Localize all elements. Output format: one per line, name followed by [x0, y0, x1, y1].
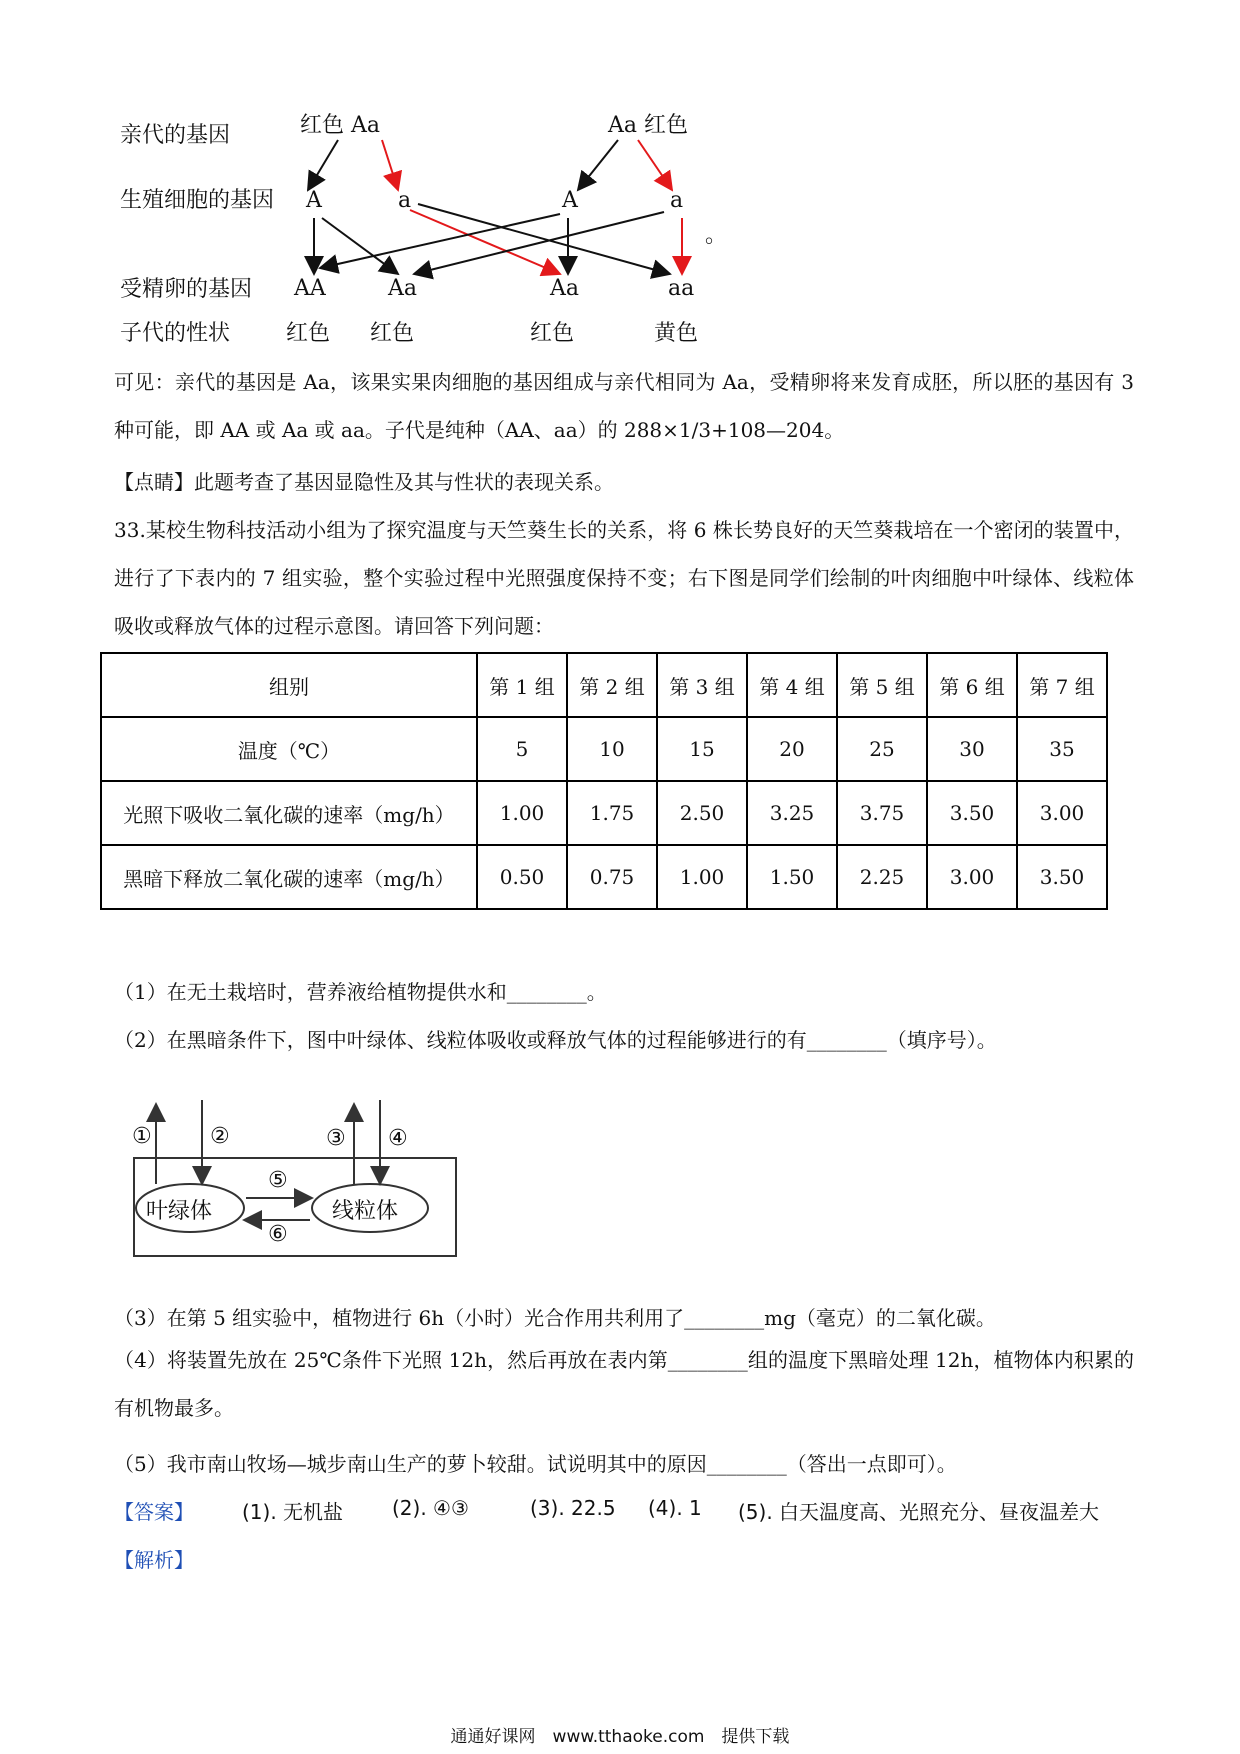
mark-6: ⑥ — [268, 1222, 288, 1247]
gamete: a — [670, 188, 684, 213]
gamete: a — [398, 188, 412, 213]
gamete: A — [306, 188, 322, 213]
analysis-tag: 【解析】 — [114, 1548, 194, 1572]
table-cell: 0.75 — [567, 845, 657, 909]
answer-item-3: (3). 22.5 — [530, 1496, 616, 1520]
gamete: A — [562, 188, 578, 213]
table-cell: 第 7 组 — [1017, 653, 1107, 717]
table-cell: 第 3 组 — [657, 653, 747, 717]
answer-item-2: (2). ④③ — [392, 1496, 469, 1520]
answer-item-4: (4). 1 — [648, 1496, 702, 1520]
question-33-stem: 33.某校生物科技活动小组为了探究温度与天竺葵生长的关系，将 6 株长势良好的天竺葵栽培在一个密闭的装置中，进行了下表内的 7 组实验，整个实验过程中光照强度保持不变；右下图是同学们绘制的叶肉细胞中叶绿体、线粒体吸收或释放气体的过程示意图。请回答下列问题： — [114, 518, 1134, 638]
zygote: Aa — [550, 276, 580, 301]
question-1: （1）在无土栽培时，营养液给植物提供水和________。 — [114, 980, 607, 1004]
table-cell: 第 2 组 — [567, 653, 657, 717]
zygote: aa — [668, 276, 695, 301]
table-cell: 第 6 组 — [927, 653, 1017, 717]
zygote: Aa — [388, 276, 418, 301]
label-parent-gene: 亲代的基因 — [120, 123, 231, 148]
table-cell: 3.50 — [927, 781, 1017, 845]
table-cell: 30 — [927, 717, 1017, 781]
table-cell: 3.00 — [927, 845, 1017, 909]
mitochondrion-label: 线粒体 — [332, 1199, 399, 1224]
genetic-cross-diagram — [0, 0, 1240, 360]
table-cell: 1.75 — [567, 781, 657, 845]
arrow-parent-right-a — [638, 140, 672, 190]
table-cell: 1.00 — [477, 781, 567, 845]
table-cell: 15 — [657, 717, 747, 781]
table-cell: 第 5 组 — [837, 653, 927, 717]
key-point: 【点睛】此题考查了基因显隐性及其与性状的表现关系。 — [114, 470, 614, 494]
conclusion-paragraph: 可见：亲代的基因是 Aa，该果实果肉细胞的基因组成与亲代相同为 Aa，受精卵将来发育成胚，所以胚的基因有 3 种可能，即 AA 或 Aa 或 aa。子代是纯种（AA、aa）的 288×1/3+108—204。 — [114, 370, 1134, 442]
gas-exchange-diagram — [130, 1086, 476, 1262]
arrow-parent-right-A — [578, 140, 618, 190]
table-cell: 第 1 组 — [477, 653, 567, 717]
table-cell: 1.00 — [657, 845, 747, 909]
zygote: AA — [294, 276, 326, 301]
table-cell: 20 — [747, 717, 837, 781]
parent-right: Aa 红色 — [608, 113, 688, 138]
table-row — [101, 845, 1107, 909]
table-cell: 光照下吸收二氧化碳的速率（mg/h） — [101, 781, 477, 845]
chloroplast-label: 叶绿体 — [146, 1199, 213, 1224]
label-zygote-gene: 受精卵的基因 — [120, 277, 253, 302]
table-cell: 35 — [1017, 717, 1107, 781]
table-row — [101, 781, 1107, 845]
table-cell: 组别 — [101, 653, 477, 717]
mark-3: ③ — [326, 1126, 346, 1151]
label-offspring-trait: 子代的性状 — [120, 321, 231, 346]
table-cell: 3.00 — [1017, 781, 1107, 845]
table-cell: 0.50 — [477, 845, 567, 909]
page-footer: 通通好课网 www.tthaoke.com 提供下载 — [450, 1727, 790, 1747]
cross-arrows — [0, 0, 1240, 360]
mark-2: ② — [210, 1124, 230, 1149]
question-3: （3）在第 5 组实验中，植物进行 6h（小时）光合作用共利用了________mg（毫克）的二氧化碳。 — [114, 1306, 996, 1330]
offspring-trait: 红色 — [286, 321, 331, 346]
table-cell: 5 — [477, 717, 567, 781]
table-header-row — [101, 653, 1107, 717]
table-cell: 3.25 — [747, 781, 837, 845]
table-cell: 1.50 — [747, 845, 837, 909]
offspring-trait: 红色 — [370, 321, 415, 346]
answer-item-5: (5). 白天温度高、光照充分、昼夜温差大 — [738, 1500, 1100, 1524]
parent-left: 红色 Aa — [300, 113, 380, 138]
mark-5: ⑤ — [268, 1168, 288, 1193]
table-cell: 温度（℃） — [101, 717, 477, 781]
table-cell: 10 — [567, 717, 657, 781]
offspring-trait: 红色 — [530, 321, 575, 346]
table-cell: 3.50 — [1017, 845, 1107, 909]
answer-item-1: (1). 无机盐 — [242, 1500, 344, 1524]
question-4: （4）将装置先放在 25℃条件下光照 12h，然后再放在表内第________组的温度下黑暗处理 12h，植物体内积累的有机物最多。 — [114, 1348, 1134, 1420]
arrow-parent-left-a — [382, 140, 398, 190]
experiment-table — [100, 652, 1108, 910]
table-cell: 黑暗下释放二氧化碳的速率（mg/h） — [101, 845, 477, 909]
trailing-period: 。 — [705, 223, 728, 248]
label-gamete-gene: 生殖细胞的基因 — [120, 188, 275, 213]
answer-tag: 【答案】 — [114, 1500, 194, 1524]
mark-4: ④ — [388, 1126, 408, 1151]
question-5: （5）我市南山牧场—城步南山生产的萝卜较甜。试说明其中的原因________（答出一点即可）。 — [114, 1452, 957, 1476]
table-cell: 25 — [837, 717, 927, 781]
mark-1: ① — [132, 1124, 152, 1149]
diagram-drawing — [130, 1086, 476, 1262]
table-row — [101, 717, 1107, 781]
table-cell: 3.75 — [837, 781, 927, 845]
offspring-trait: 黄色 — [654, 321, 699, 346]
table-cell: 第 4 组 — [747, 653, 837, 717]
arrow-parent-left-A — [308, 140, 338, 190]
table-cell: 2.50 — [657, 781, 747, 845]
question-2: （2）在黑暗条件下，图中叶绿体、线粒体吸收或释放气体的过程能够进行的有________（填序号）。 — [114, 1028, 997, 1052]
table-cell: 2.25 — [837, 845, 927, 909]
